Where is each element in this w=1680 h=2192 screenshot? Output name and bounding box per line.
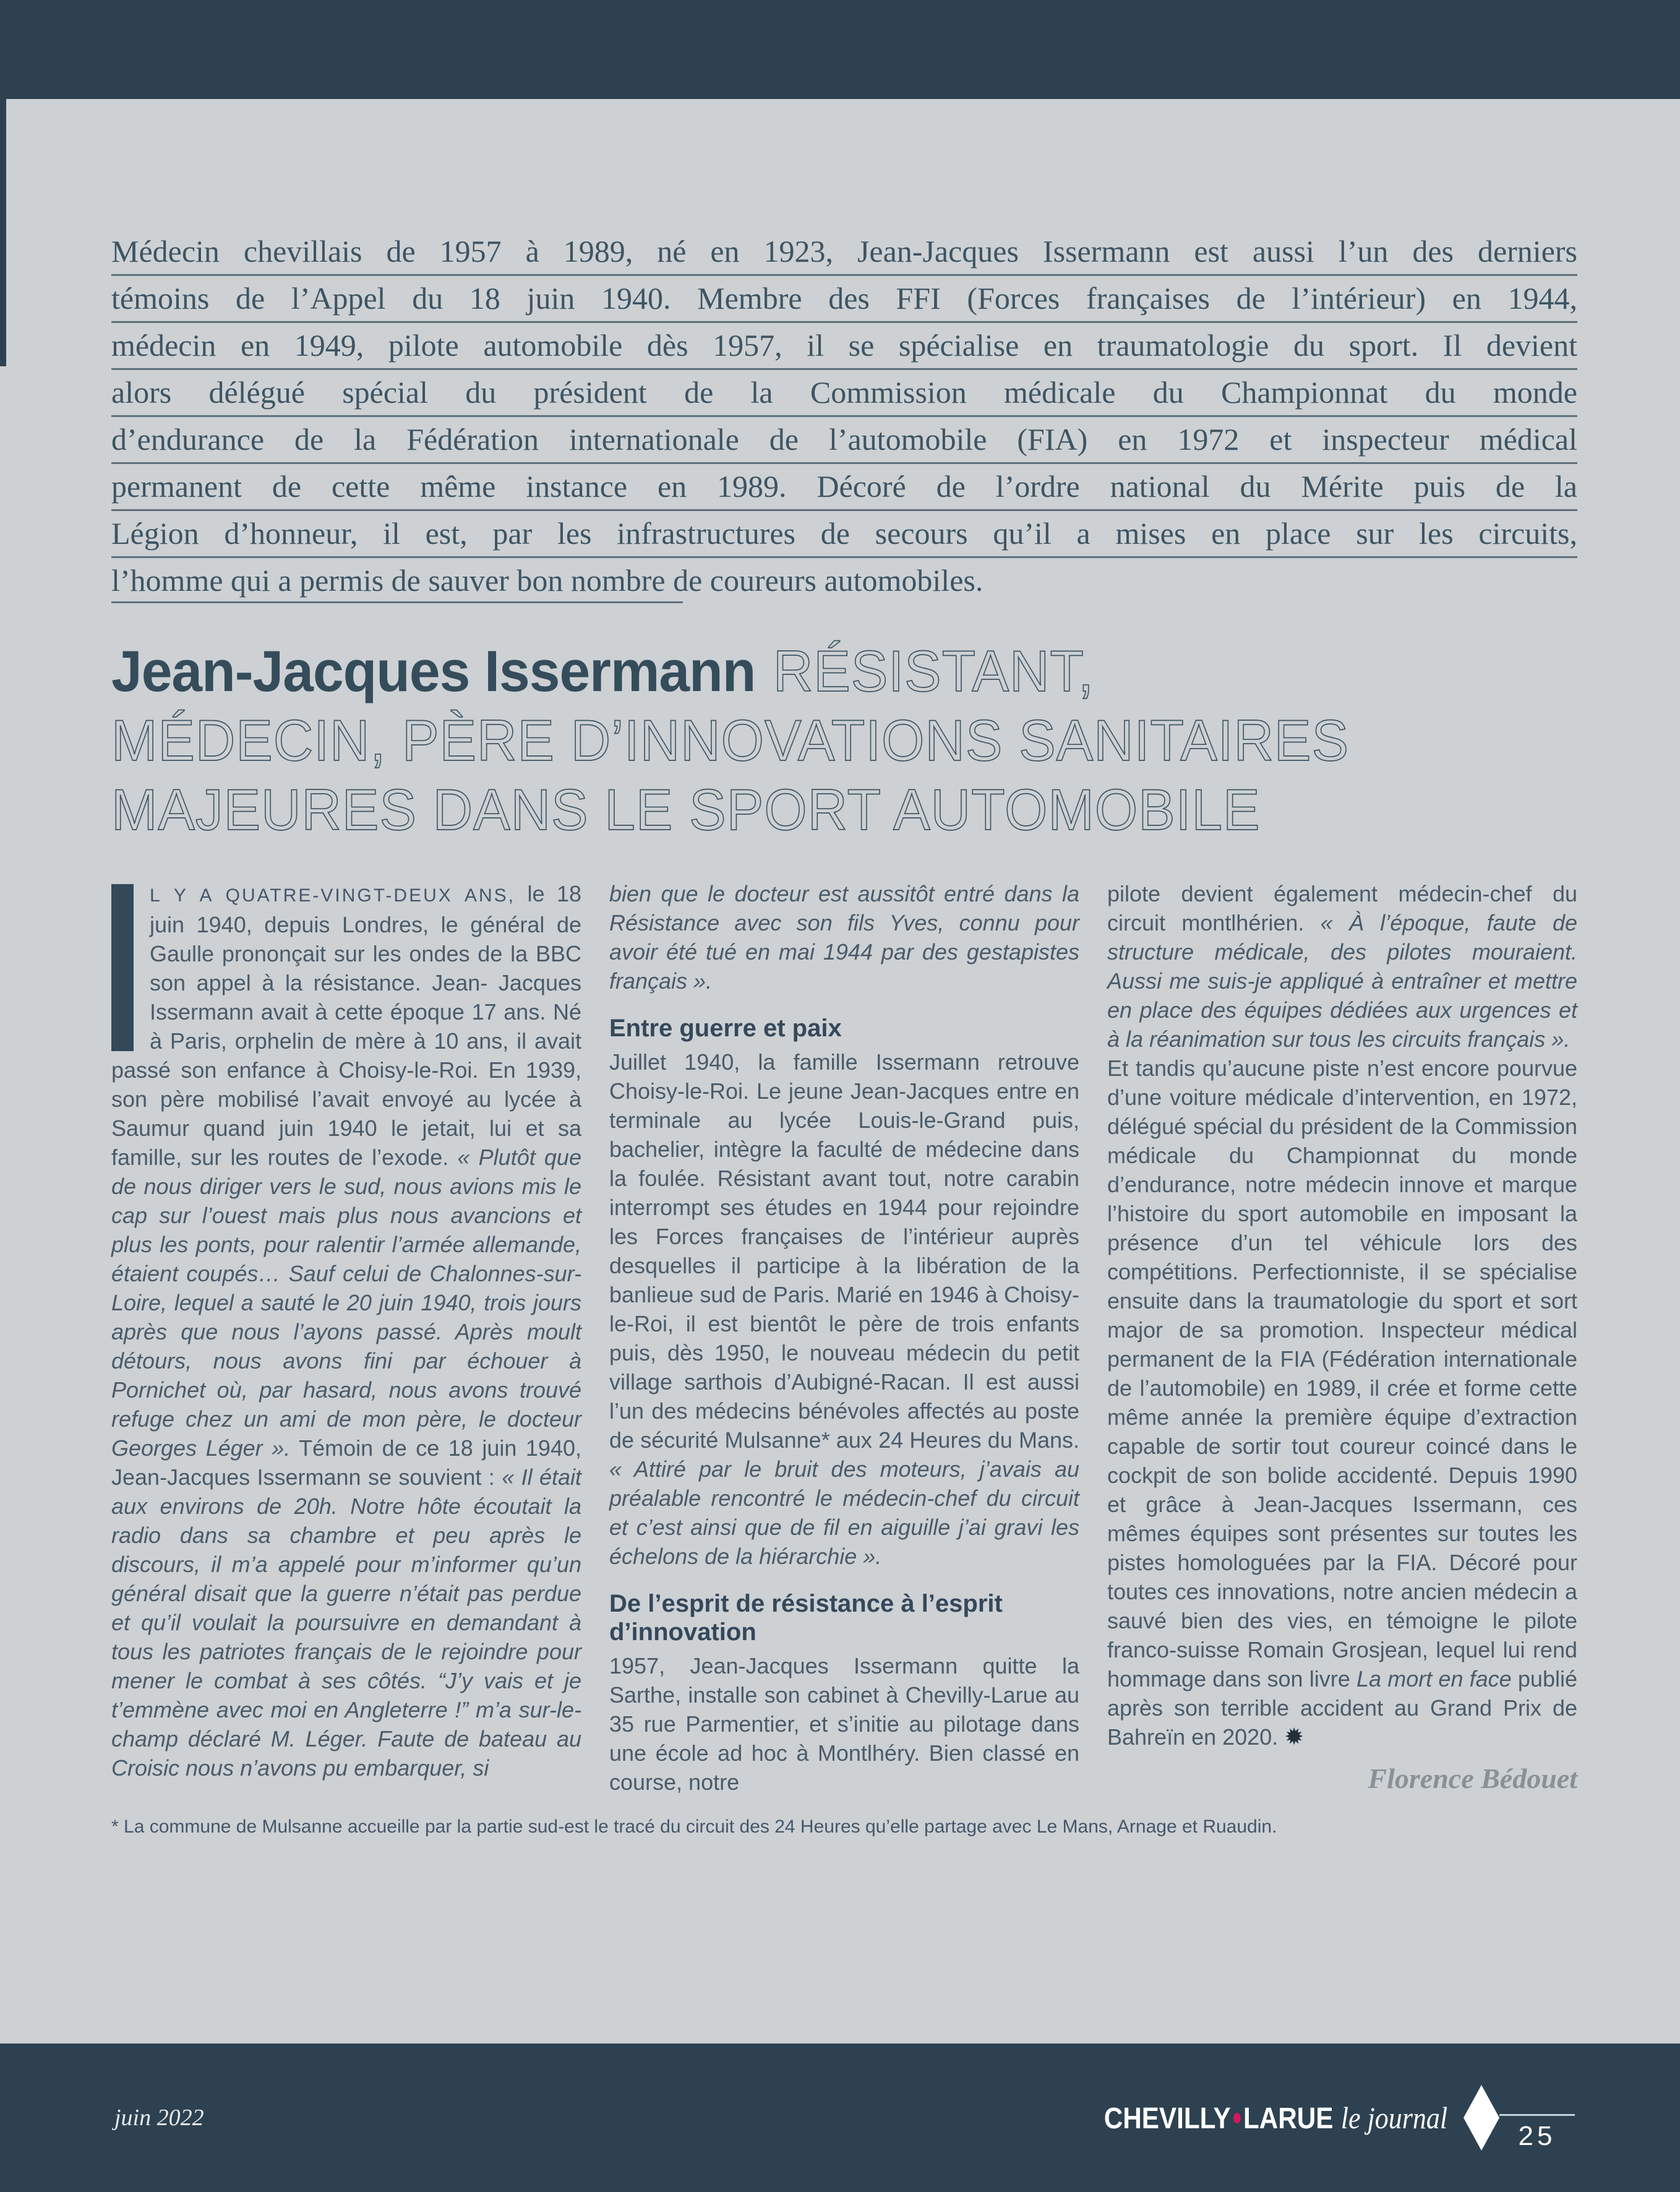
- title-name: Jean-Jacques Issermann: [111, 638, 756, 703]
- paragraph: [609, 1651, 1079, 1797]
- quote-text: « Plutôt que de nous diriger vers le sud, nous avions mis le cap sur l’ouest mais plus nous avancions et plus les ponts, pour ralentir l’armée allemande, étaient coupés… Sauf celui de Chalonnes-sur-Loire, lequel a sauté le 20 juin 1940, trois jours après que nous l’ayons passé. Après moult détours, nous avons fini par échouer à Pornichet où, par hasard, nous avons trouvé refuge chez un ami de mon père, le docteur Georges Léger ».: [111, 1145, 581, 1461]
- title-line: MAJEURES DANS LE SPORT AUTOMOBILE: [111, 777, 1261, 842]
- end-of-article-star-icon: ✹: [1284, 1724, 1305, 1750]
- paragraph: [1107, 879, 1577, 1054]
- logo-dot-icon: [1233, 2113, 1240, 2123]
- logo-le-journal: le journal: [1340, 2100, 1447, 2135]
- body-text: 1957, Jean-Jacques Issermann quitte la Sarthe, installe son cabinet à Chevilly-Larue au 35 rue Parmentier, et s’initie au pilotage dans une école ad hoc à Montlhéry. Bien classé en course, notre: [609, 1653, 1079, 1795]
- lead-line: témoins de l’Appel du 18 juin 1940. Membre des FFI (Forces françaises de l’intérieur) en 1944,: [111, 276, 1577, 323]
- paragraph: [609, 1047, 1079, 1571]
- journal-logo: [1104, 2100, 1447, 2136]
- logo-larue: LARUE: [1243, 2102, 1334, 2135]
- lead-line: d’endurance de la Fédération internationale de l’automobile (FIA) en 1972 et inspecteur médical: [111, 417, 1577, 464]
- quote-text: « À l’époque, faute de structure médicale, des pilotes mouraient. Aussi me suis-je appliqué à entraîner et mettre en place des équipes dédiées aux urgences et à la réanimation sur tous les circuits français ».: [1107, 910, 1577, 1052]
- lead-line: Légion d’honneur, il est, par les infrastructures de secours qu’il a mises en place sur les circuits,: [111, 511, 1577, 558]
- paragraph: [111, 879, 581, 1782]
- intro-small-caps: L Y A QUATRE-VINGT-DEUX ANS,: [150, 885, 515, 906]
- left-edge-strip: [0, 0, 6, 366]
- body-text: Témoin de ce 18 juin 1940, Jean-Jacques Issermann se souvient :: [111, 1435, 581, 1490]
- column-3: [1107, 879, 1577, 1797]
- body-text: le 18 juin 1940, depuis Londres, le général de Gaulle prononçait sur les ondes de la BBC son appel à la résistance. Jean- Jacques Issermann avait à cette époque 17 ans. Né à Paris, orphelin de mère à 10 ans, il avait passé son enfance à Choisy-le-Roi. En 1939, son père mobilisé l’avait envoyé au lycée à Saumur quand juin 1940 le jetait, lui et sa famille, sur les routes de l’exode.: [111, 881, 581, 1170]
- column-1: [111, 879, 581, 1797]
- paragraph: [1107, 1054, 1577, 1752]
- body-text: pilote devient également médecin-chef du circuit montlhérien.: [1107, 881, 1577, 935]
- footer-right-group: [1057, 2085, 1575, 2151]
- page-content: [111, 0, 1577, 1839]
- lead-line: Médecin chevillais de 1957 à 1989, né en 1923, Jean-Jacques Issermann est aussi l’un des derniers: [111, 229, 1577, 276]
- author-byline: Florence Bédouet: [1368, 1763, 1577, 1794]
- footnote: * La commune de Mulsanne accueille par la partie sud-est le tracé du circuit des 24 Heures qu’elle partage avec Le Mans, Arnage et Ruaudin.: [111, 1816, 1277, 1837]
- issue-date: juin 2022: [114, 2105, 204, 2131]
- title-role: RÉSISTANT,: [773, 638, 1094, 703]
- article-columns: [111, 879, 1577, 1797]
- page-number-rule: [1499, 2114, 1575, 2116]
- lead-line: alors délégué spécial du président de la Commission médicale du Championnat du monde: [111, 370, 1577, 417]
- article-title: [111, 637, 1577, 845]
- section-heading-esprit-innovation: De l’esprit de résistance à l’esprit d’innovation: [609, 1590, 1003, 1646]
- dropcap-i: [111, 884, 134, 1051]
- logo-chevilly: CHEVILLY: [1104, 2102, 1231, 2135]
- page-number-block: [1499, 2114, 1575, 2152]
- lead-line: l’homme qui a permis de sauver bon nombre de coureurs automobiles.: [111, 558, 1577, 603]
- paragraph: [609, 879, 1079, 995]
- book-title: La mort en face: [1356, 1666, 1512, 1691]
- lead-line: médecin en 1949, pilote automobile dès 1957, il se spécialise en traumatologie du sport. Il devient: [111, 323, 1577, 370]
- diamond-icon: [1464, 2085, 1499, 2151]
- page-number: 25: [1518, 2120, 1556, 2151]
- quote-text: bien que le docteur est aussitôt entré dans la Résistance avec son fils Yves, connu pour avoir été tué en mai 1944 par des gestapistes français ».: [609, 881, 1079, 994]
- title-line: [111, 637, 1504, 706]
- section-heading-entre-guerre-et-paix: Entre guerre et paix: [609, 1015, 842, 1042]
- column-2: [609, 879, 1079, 1797]
- lead-line: permanent de cette même instance en 1989. Décoré de l’ordre national du Mérite puis de la: [111, 464, 1577, 511]
- body-text: Et tandis qu’aucune piste n’est encore pourvue d’une voiture médicale d’intervention, en 1972, délégué spécial du président de la Commission médicale du Championnat du monde d’endurance, notre médecin innove et marque l’histoire du sport automobile en imposant la présence d’un tel véhicule lors des compétitions. Perfectionniste, il se spécialise ensuite dans la traumatologie du sport et sort major de sa promotion. Inspecteur médical permanent de la FIA (Fédération internationale de l’automobile) en 1989, il crée et forme cette même année la première équipe d’extraction capable de sortir tout coureur coincé dans le cockpit de son bolide accidenté. Depuis 1990 et grâce à Jean-Jacques Issermann, ces mêmes équipes sont présentes sur toutes les pistes homologuées par la FIA. Décoré pour toutes ces innovations, notre ancien médecin a sauvé bien des vies, en témoigne le pilote franco-suisse Romain Grosjean, lequel lui rend hommage dans son livre: [1107, 1055, 1577, 1691]
- body-text: publié après son terrible accident au Grand Prix de Bahreïn en 2020.: [1107, 1666, 1577, 1750]
- body-text: Juillet 1940, la famille Issermann retrouve Choisy-le-Roi. Le jeune Jean-Jacques entre en terminale au lycée Louis-le-Grand puis, bachelier, intègre la faculté de médecine dans la foulée. Résistant avant tout, notre carabin interrompt ses études en 1944 pour rejoindre les Forces françaises de l’intérieur auprès desquelles il participe à la libération de la banlieue sud de Paris. Marié en 1946 à Choisy-le-Roi, il est bientôt le père de trois enfants puis, dès 1950, le nouveau médecin du petit village sarthois d’Aubigné-Racan. Il est aussi l’un des médecins bénévoles affectés au poste de sécurité Mulsanne* aux 24 Heures du Mans.: [609, 1049, 1079, 1453]
- quote-text: « Il était aux environs de 20h. Notre hôte écoutait la radio dans sa chambre et peu après le discours, il m’a appelé pour m’informer qu’un général disait que la guerre n’était pas perdue et qu’il voulait la poursuivre en demandant à tous les patriotes français de le rejoindre pour mener le combat à ses côtés. “J’y vais et je t’emmène avec moi en Angleterre !” m’a sur-le-champ déclaré M. Léger. Faute de bateau au Croisic nous n’avons pu embarquer, si: [111, 1464, 581, 1781]
- page-footer: [0, 2044, 1680, 2192]
- title-line: MÉDECIN, PÈRE D’INNOVATIONS SANITAIRES: [111, 708, 1349, 773]
- quote-text: « Attiré par le bruit des moteurs, j’avais au préalable rencontré le médecin-chef du circuit et c’est ainsi que de fil en aiguille j’ai gravi les échelons de la hiérarchie ».: [609, 1456, 1079, 1569]
- lead-paragraph: [111, 229, 1577, 603]
